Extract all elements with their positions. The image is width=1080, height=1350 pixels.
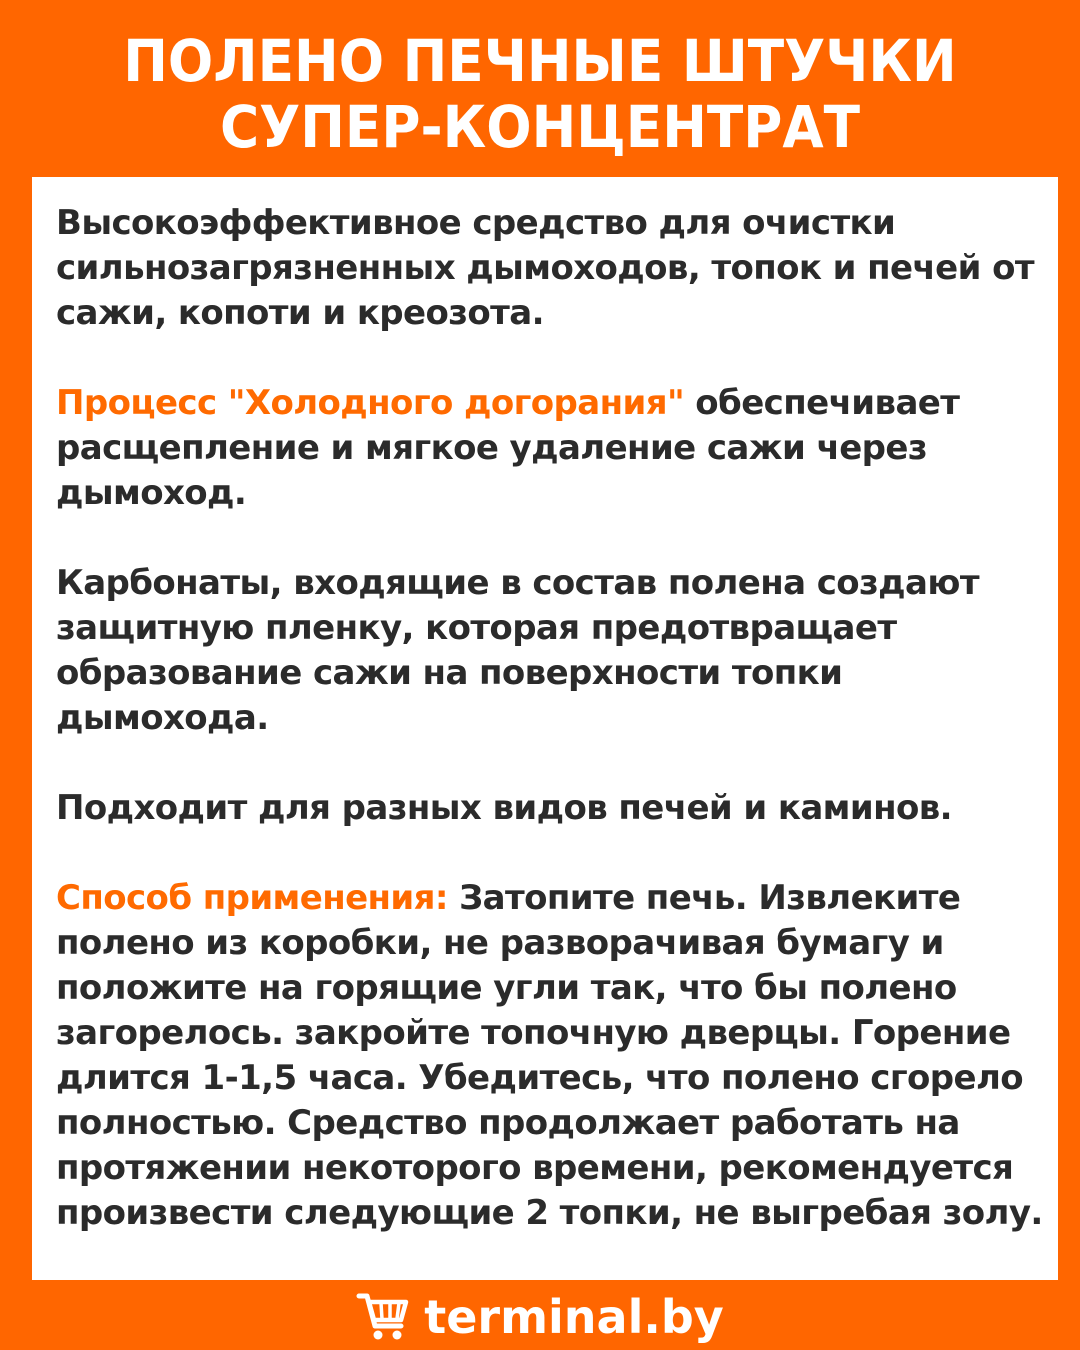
shopping-cart-icon — [356, 1290, 410, 1344]
paragraph-suitability: Подходит для разных видов печей и каминов. — [56, 788, 952, 828]
paragraph-intro: Высокоэффективное средство для очистки сильнозагрязненных дымоходов, топок и печей от сажи, копоти и креозота. — [56, 203, 1034, 333]
paragraph-process — [56, 381, 1046, 516]
description-panel — [32, 177, 1058, 1280]
process-text: обеспечивает расщепление и мягкое удаление сажи через дымоход. — [56, 383, 960, 513]
description-text — [56, 201, 1046, 1236]
page-title — [43, 28, 1037, 160]
usage-highlight: Способ применения: — [56, 878, 448, 918]
usage-text: Затопите печь. Извлеките полено из коробки, не разворачивая бумагу и положите на горящие угли так, что бы полено загорелось. закройте топочную дверцы. Горение длится 1-1,5 часа. Убедитесь, что полено сгорело полностью. Средство продолжает работать на протяжении некоторого времени, рекомендуется произвести следующие 2 топки, не выгребая золу. — [56, 878, 1043, 1233]
brand-link[interactable]: terminal.by — [424, 1289, 724, 1344]
footer-brand[interactable] — [0, 1283, 1080, 1350]
paragraph-usage — [56, 876, 1046, 1236]
paragraph-carbonates: Карбонаты, входящие в состав полена создают защитную пленку, которая предотвращает образование сажи на поверхности топки дымохода. — [56, 563, 979, 738]
title-line-1: ПОЛЕНО ПЕЧНЫЕ ШТУЧКИ — [123, 27, 957, 95]
process-highlight: Процесс "Холодного догорания" — [56, 383, 685, 423]
title-line-2: СУПЕР-КОНЦЕНТРАТ — [219, 93, 861, 161]
